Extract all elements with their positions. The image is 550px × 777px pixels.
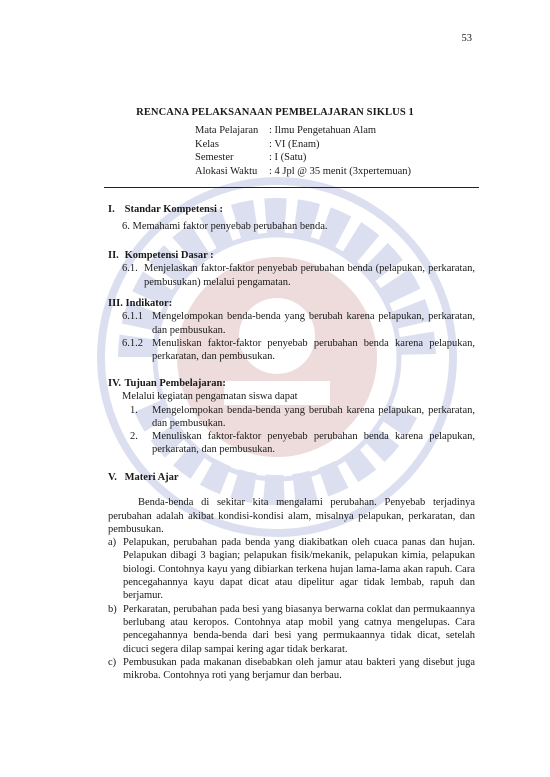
item-number: b): [108, 603, 117, 615]
list-item: [108, 430, 475, 457]
item-number: 1.: [130, 404, 138, 416]
info-row: [195, 124, 411, 138]
item-text: Menuliskan faktor-faktor penyebab perubahan benda karena pelapukan, perkaratan, dan pembusukan.: [152, 337, 475, 363]
list-item: [108, 337, 475, 364]
section-standar-kompetensi: [108, 203, 475, 234]
list-item: [108, 310, 475, 337]
item-number: 2.: [130, 431, 138, 443]
page-title: RENCANA PELAKSANAAN PEMBELAJARAN SIKLUS 1: [136, 107, 414, 118]
item-text: Mengelompokan benda-benda yang berubah karena pelapukan, perkaratan, dan pembusukan.: [152, 404, 475, 429]
section-materi-ajar: [108, 471, 475, 682]
item-number: c): [108, 656, 117, 668]
item-number: a): [108, 537, 117, 549]
info-label: Alokasi Waktu: [195, 165, 258, 177]
section-intro: Melalui kegiatan pengamatan siswa dapat: [122, 391, 298, 403]
list-item: [108, 536, 475, 602]
course-info-table: [195, 124, 411, 178]
info-value: : 4 Jpl @ 35 menit (3xpertemuan): [269, 165, 412, 177]
section-heading: IV. Tujuan Pembelajaran:: [108, 378, 226, 389]
item-text: Mengelompokan benda-benda yang berubah karena pelapukan, perkaratan, dan pembusukan.: [152, 311, 475, 336]
info-label: Kelas: [195, 138, 219, 150]
list-item: [108, 262, 475, 289]
item-text: Pelapukan, perubahan pada benda yang diakibatkan oleh cuaca panas dan hujan. Pelapukan dibagi 3 bagian; pelapukan fisik/mekanik, pelapukan kimia, pelapukan biologi. Contohnya kayu yang dibiarkan terkena hujan lama-lama akan rapuh. Cara pencegahannya kayu dapat dicat atau dipelitur agar tidak lembab, rapuh dan berjamur.: [123, 537, 475, 602]
section-indikator: [108, 297, 475, 363]
section-heading: V. Materi Ajar: [108, 472, 179, 483]
section-tujuan-pembelajaran: [108, 377, 475, 457]
section-text: 6. Memahami faktor penyebab perubahan benda.: [122, 221, 328, 233]
list-item: [108, 603, 475, 656]
item-text: Menjelaskan faktor-faktor penyebab perubahan benda (pelapukan, perkaratan, pembusukan) melalui pengamatan.: [144, 263, 475, 288]
item-text: Menuliskan faktor-faktor penyebab perubahan benda karena pelapukan, perkaratan, dan pembusukan.: [152, 431, 475, 456]
section-heading: III. Indikator:: [108, 298, 173, 309]
info-row: [195, 165, 411, 179]
section-heading: II. Kompetensi Dasar :: [108, 250, 214, 261]
section-kompetensi-dasar: [108, 249, 475, 289]
info-value: : I (Satu): [269, 152, 307, 164]
section-paragraph: Benda-benda di sekitar kita mengalami perubahan. Penyebab terjadinya perubahan adalah akibat kondisi-kondisi alam, misalnya pelapukan, perkaratan, dan pembusukan.: [108, 497, 475, 535]
info-value: : VI (Enam): [269, 138, 320, 150]
item-text: Perkaratan, perubahan pada besi yang biasanya berwarna coklat dan permukaannya berlubang atau keropos. Contohnya atap mobil yang catnya mengelupas. Cara pencegahannya benda-benda dari besi yang permukaannya tidak dicat, setelah dicuci segera dilap sampai kering agar tidak berkarat.: [123, 603, 475, 655]
item-text: Pembusukan pada makanan disebabkan oleh jamur atau bakteri yang disebut juga mikroba. Contohnya roti yang berjamur dan berbau.: [123, 656, 475, 682]
info-value: : Ilmu Pengetahuan Alam: [269, 125, 377, 136]
info-label: Mata Pelajaran: [195, 125, 259, 136]
item-number: 6.1.2: [122, 337, 143, 349]
info-row: [195, 151, 411, 165]
item-number: 6.1.: [122, 263, 138, 275]
header-divider: [104, 187, 479, 188]
info-row: [195, 138, 411, 152]
page-number: 53: [461, 33, 472, 44]
section-heading: I. Standar Kompetensi :: [108, 204, 224, 215]
item-number: 6.1.1: [122, 311, 143, 323]
list-item: [108, 656, 475, 683]
info-label: Semester: [195, 152, 234, 164]
list-item: [108, 404, 475, 431]
